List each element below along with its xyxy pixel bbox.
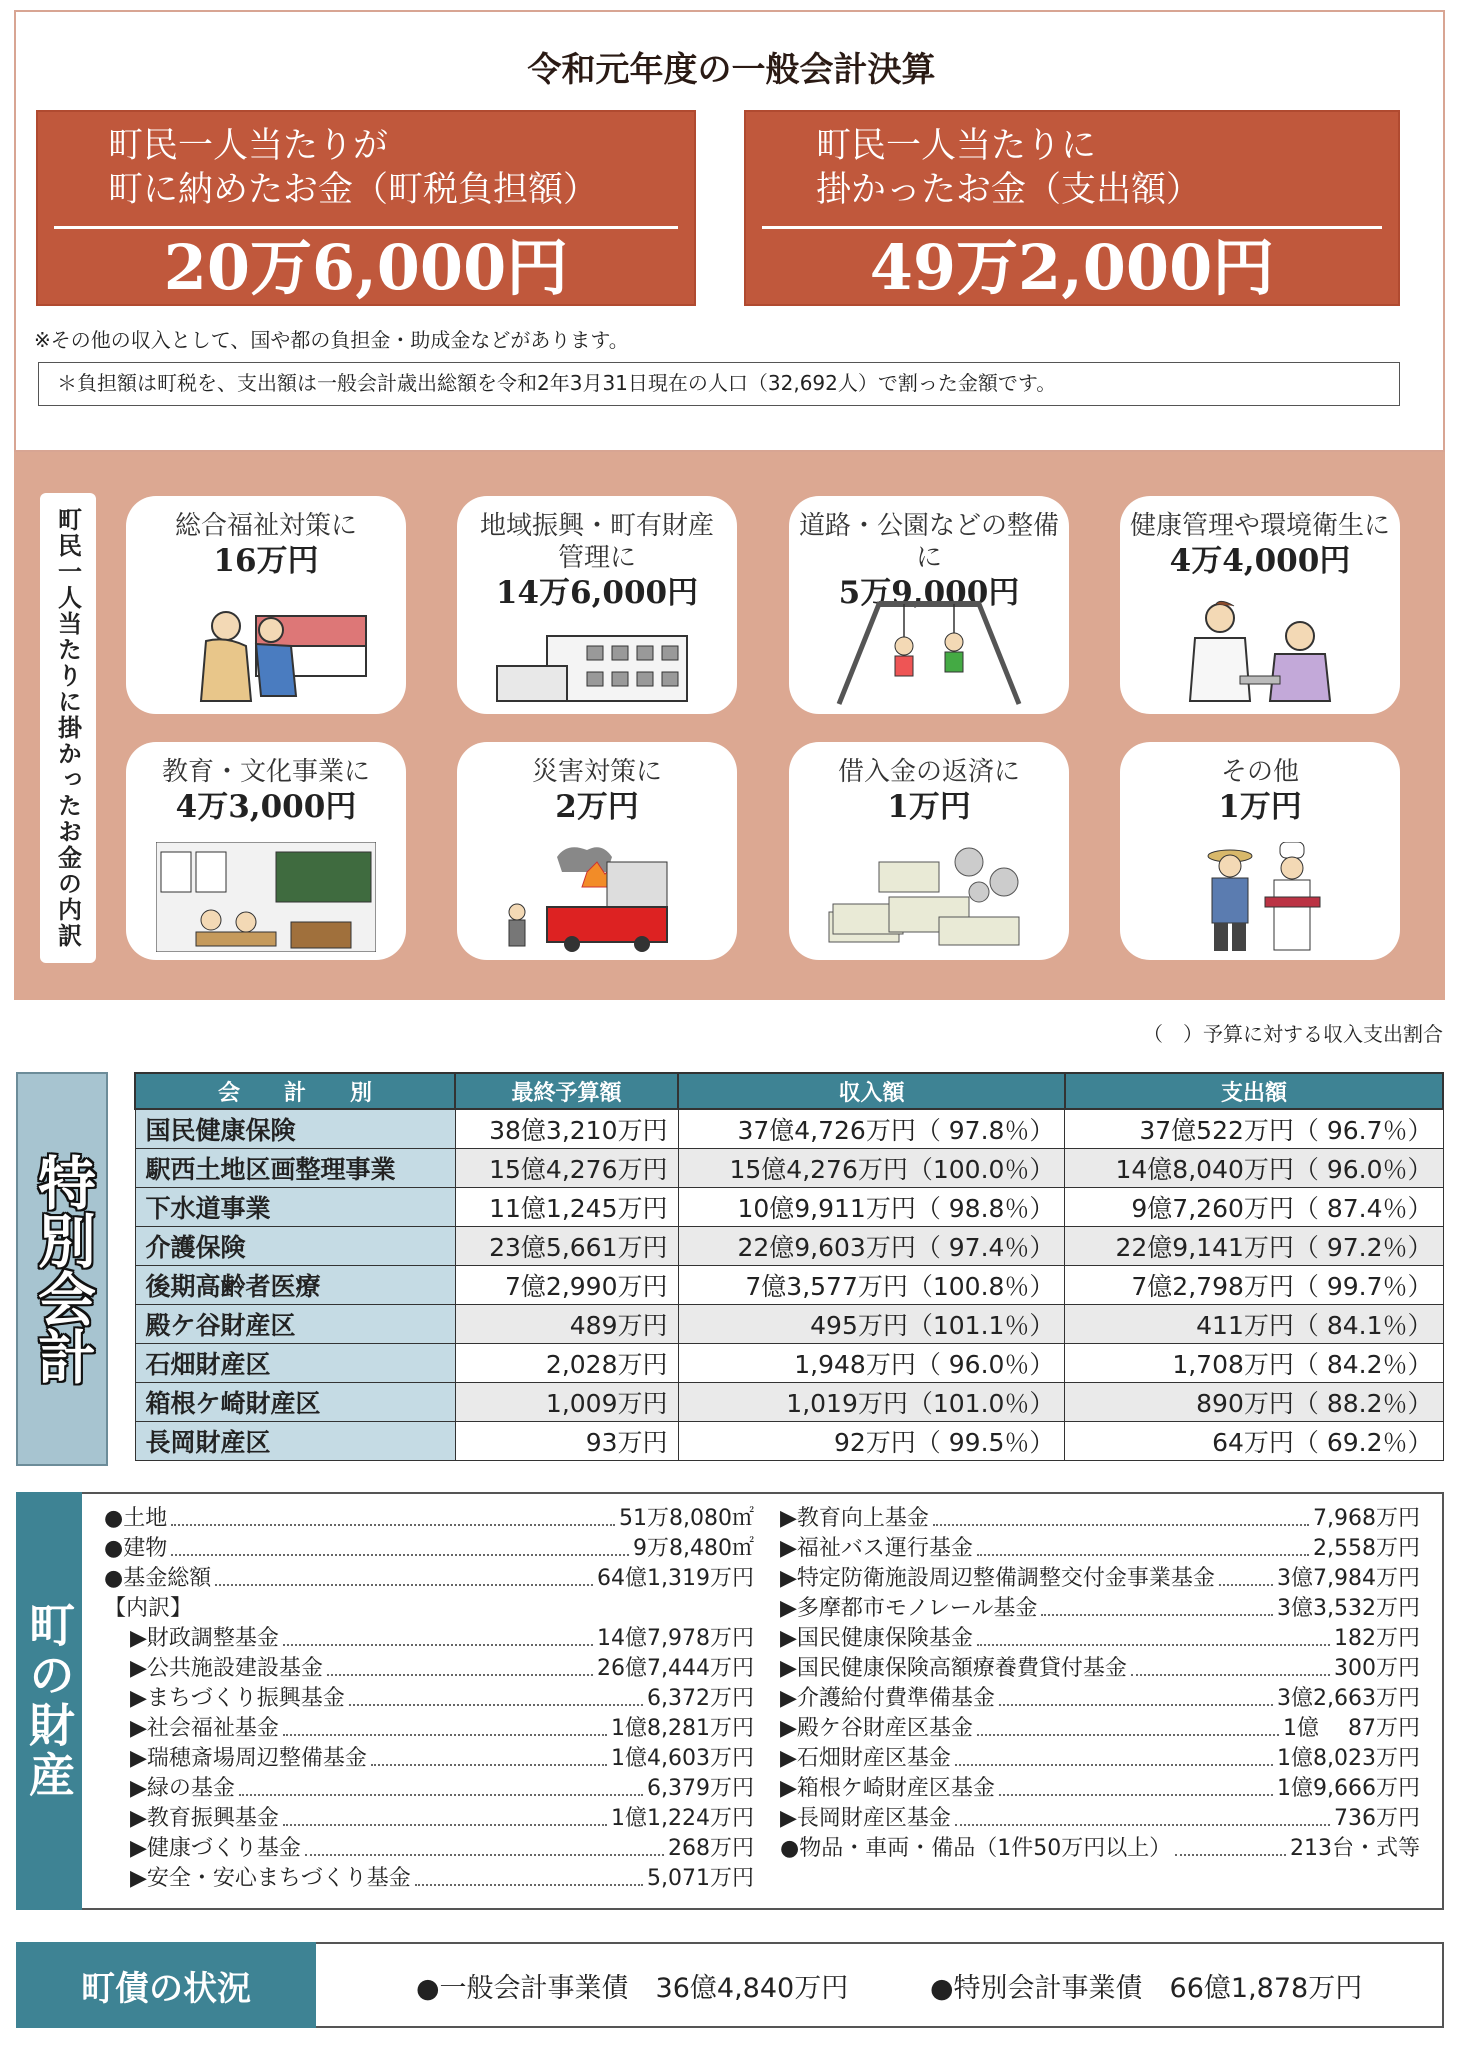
cell-budget: 7億2,990万円 xyxy=(455,1265,678,1304)
table-row xyxy=(135,1109,1443,1148)
leader-dots xyxy=(999,1794,1273,1796)
special-accounts-table xyxy=(134,1072,1444,1461)
debt-special: ●特別会計事業債 66億1,878万円 xyxy=(930,1973,1363,2004)
leader-dots xyxy=(955,1824,1330,1826)
cell-budget: 93万円 xyxy=(455,1421,678,1460)
expenditure-line1: 町民一人当たりに xyxy=(816,126,1097,166)
item-value: 6,379万円 xyxy=(647,1776,754,1801)
header-revenue: 収入額 xyxy=(678,1073,1065,1109)
leader-dots xyxy=(955,1764,1273,1766)
property-list-left xyxy=(104,1504,754,1894)
cell-revenue: 1,948万円（ 96.0％） xyxy=(678,1343,1065,1382)
item-value: 2,558万円 xyxy=(1313,1536,1420,1561)
list-item xyxy=(104,1714,754,1744)
leader-dots xyxy=(999,1704,1273,1706)
list-item xyxy=(780,1804,1420,1834)
firetruck-illustration xyxy=(487,842,707,952)
item-name: ▶多摩都市モノレール基金 xyxy=(780,1596,1038,1621)
item-value: 3億2,663万円 xyxy=(1277,1686,1420,1711)
item-name: ▶国民健康保険高額療養費貸付基金 xyxy=(780,1656,1127,1681)
breakdown-label: 町民一人当たりに掛かったお金の内訳 xyxy=(40,493,96,963)
leader-dots xyxy=(977,1644,1330,1646)
cell-expenditure: 7億2,798万円（ 99.7％） xyxy=(1065,1265,1443,1304)
swing-illustration xyxy=(819,596,1039,706)
table-row xyxy=(135,1226,1443,1265)
property-list-right xyxy=(780,1504,1420,1864)
item-value: 14億7,978万円 xyxy=(597,1626,754,1651)
cell-revenue: 495万円（101.1％） xyxy=(678,1304,1065,1343)
cell-revenue: 22億9,603万円（ 97.4％） xyxy=(678,1226,1065,1265)
card-label: 地域振興・町有財産管理に xyxy=(479,511,714,573)
leader-dots xyxy=(283,1734,607,1736)
leader-dots xyxy=(977,1554,1309,1556)
header-account: 会 計 別 xyxy=(135,1073,455,1109)
list-item xyxy=(104,1624,754,1654)
card-label: 借入金の返済に xyxy=(837,757,1020,787)
leader-dots xyxy=(1175,1854,1286,1856)
list-item xyxy=(104,1534,754,1564)
card-label: 健康管理や環境衛生に xyxy=(1129,511,1390,541)
cell-revenue: 7億3,577万円（100.8％） xyxy=(678,1265,1065,1304)
list-item xyxy=(780,1654,1420,1684)
breakdown-card-education xyxy=(126,742,406,960)
item-name: ▶社会福祉基金 xyxy=(130,1716,279,1741)
cell-account: 箱根ケ崎財産区 xyxy=(135,1382,455,1421)
item-name: ▶緑の基金 xyxy=(130,1776,235,1801)
card-amount: 1万円 xyxy=(1218,789,1302,825)
classroom-illustration xyxy=(156,842,376,952)
cell-revenue: 10億9,911万円（ 98.8％） xyxy=(678,1187,1065,1226)
cell-budget: 1,009万円 xyxy=(455,1382,678,1421)
card-label: 教育・文化事業に xyxy=(161,757,370,787)
card-label: その他 xyxy=(1220,757,1299,787)
table-row xyxy=(135,1148,1443,1187)
card-amount: 1万円 xyxy=(887,789,971,825)
item-value: 7,968万円 xyxy=(1313,1506,1420,1531)
list-item xyxy=(104,1594,754,1624)
item-value: 1億8,281万円 xyxy=(611,1716,754,1741)
item-value: 51万8,080㎡ xyxy=(619,1506,754,1531)
cell-revenue: 1,019万円（101.0％） xyxy=(678,1382,1065,1421)
item-value: 5,071万円 xyxy=(647,1866,754,1891)
item-value: 3億7,984万円 xyxy=(1277,1566,1420,1591)
list-item xyxy=(104,1864,754,1894)
list-item xyxy=(780,1744,1420,1774)
card-amount: 5万9,000円 xyxy=(838,575,1020,611)
table-header-row xyxy=(135,1073,1443,1109)
item-name: ●建物 xyxy=(104,1536,168,1561)
cell-account: 下水道事業 xyxy=(135,1187,455,1226)
expenditure-amount: 49万2,000円 xyxy=(869,231,1275,304)
list-item xyxy=(104,1744,754,1774)
cell-account: 駅西土地区画整理事業 xyxy=(135,1148,455,1187)
item-name: ▶長岡財産区基金 xyxy=(780,1806,951,1831)
item-name: ▶国民健康保険基金 xyxy=(780,1626,973,1651)
item-value: 1億9,666万円 xyxy=(1277,1776,1420,1801)
item-value: 182万円 xyxy=(1334,1626,1420,1651)
item-name: ▶安全・安心まちづくり基金 xyxy=(130,1866,411,1891)
cell-expenditure: 22億9,141万円（ 97.2％） xyxy=(1065,1226,1443,1265)
cell-revenue: 37億4,726万円（ 97.8％） xyxy=(678,1109,1065,1148)
item-name: ▶教育振興基金 xyxy=(130,1806,279,1831)
list-item xyxy=(780,1594,1420,1624)
item-value: 1億4,603万円 xyxy=(611,1746,754,1771)
item-name: ▶箱根ケ崎財産区基金 xyxy=(780,1776,995,1801)
leader-dots xyxy=(977,1734,1279,1736)
item-name: ▶特定防衛施設周辺整備調整交付金事業基金 xyxy=(780,1566,1215,1591)
list-item xyxy=(780,1714,1420,1744)
item-value: 26億7,444万円 xyxy=(597,1656,754,1681)
card-amount: 4万3,000円 xyxy=(175,789,357,825)
cell-budget: 11億1,245万円 xyxy=(455,1187,678,1226)
list-item xyxy=(780,1624,1420,1654)
table-row xyxy=(135,1265,1443,1304)
leader-dots xyxy=(239,1794,643,1796)
expenditure-box xyxy=(744,110,1400,306)
card-amount: 4万4,000円 xyxy=(1169,543,1351,579)
item-name: ▶財政調整基金 xyxy=(130,1626,279,1651)
card-label: 道路・公園などの整備に xyxy=(798,511,1059,573)
breakdown-card-regional xyxy=(457,496,737,714)
list-item xyxy=(104,1654,754,1684)
cell-budget: 38億3,210万円 xyxy=(455,1109,678,1148)
leader-dots xyxy=(327,1674,593,1676)
cell-revenue: 15億4,276万円（100.0％） xyxy=(678,1148,1065,1187)
card-amount: 2万円 xyxy=(555,789,639,825)
list-item xyxy=(780,1504,1420,1534)
leader-dots xyxy=(933,1524,1309,1526)
leader-dots xyxy=(1219,1584,1273,1586)
cell-account: 殿ケ谷財産区 xyxy=(135,1304,455,1343)
cell-account: 介護保険 xyxy=(135,1226,455,1265)
list-item xyxy=(104,1564,754,1594)
item-name: ▶健康づくり基金 xyxy=(130,1836,301,1861)
item-value: 213台・式等 xyxy=(1290,1836,1420,1861)
leader-dots xyxy=(283,1824,607,1826)
breakdown-card-other xyxy=(1120,742,1400,960)
header-budget: 最終予算額 xyxy=(455,1073,678,1109)
list-item xyxy=(104,1804,754,1834)
welfare-illustration xyxy=(156,596,376,706)
item-value: 736万円 xyxy=(1334,1806,1420,1831)
list-item xyxy=(780,1564,1420,1594)
item-value: 3億3,532万円 xyxy=(1277,1596,1420,1621)
breakdown-card-debt-repay xyxy=(789,742,1069,960)
list-item xyxy=(104,1774,754,1804)
item-name: ▶福祉バス運行基金 xyxy=(780,1536,973,1561)
item-value: 300万円 xyxy=(1334,1656,1420,1681)
burden-box xyxy=(36,110,696,306)
cell-account: 後期高齢者医療 xyxy=(135,1265,455,1304)
cell-expenditure: 411万円（ 84.1％） xyxy=(1065,1304,1443,1343)
cell-expenditure: 37億522万円（ 96.7％） xyxy=(1065,1109,1443,1148)
cell-expenditure: 890万円（ 88.2％） xyxy=(1065,1382,1443,1421)
leader-dots xyxy=(171,1554,629,1556)
card-label: 総合福祉対策に xyxy=(174,511,357,541)
card-amount: 14万6,000円 xyxy=(495,575,699,611)
breakdown-card-welfare xyxy=(126,496,406,714)
cell-budget: 2,028万円 xyxy=(455,1343,678,1382)
list-item xyxy=(104,1504,754,1534)
cell-expenditure: 14億8,040万円（ 96.0％） xyxy=(1065,1148,1443,1187)
item-value: 268万円 xyxy=(668,1836,754,1861)
table-row xyxy=(135,1187,1443,1226)
health-checkup-illustration xyxy=(1150,596,1370,706)
leader-dots xyxy=(305,1854,664,1856)
item-value: 9万8,480㎡ xyxy=(633,1536,754,1561)
cell-budget: 15億4,276万円 xyxy=(455,1148,678,1187)
property-label: 町の財産 xyxy=(16,1492,82,1910)
debt-general: ●一般会計事業債 36億4,840万円 xyxy=(416,1973,849,2004)
cell-budget: 23億5,661万円 xyxy=(455,1226,678,1265)
leader-dots xyxy=(215,1584,593,1586)
item-name: ▶教育向上基金 xyxy=(780,1506,929,1531)
table-note: （ ）予算に対する収入支出割合 xyxy=(1143,1022,1443,1046)
card-amount: 16万円 xyxy=(213,543,319,579)
list-item xyxy=(104,1834,754,1864)
table-row xyxy=(135,1421,1443,1460)
item-name: ●基金総額 xyxy=(104,1566,212,1591)
money-illustration xyxy=(819,842,1039,952)
breakdown-card-roads xyxy=(789,496,1069,714)
table-row xyxy=(135,1382,1443,1421)
special-accounts-label: 特別会計 xyxy=(16,1072,108,1466)
leader-dots xyxy=(349,1704,643,1706)
leader-dots xyxy=(1131,1674,1330,1676)
cell-expenditure: 64万円（ 69.2％） xyxy=(1065,1421,1443,1460)
expenditure-line2: 掛かったお金（支出額） xyxy=(816,170,1202,210)
burden-line1: 町民一人当たりが xyxy=(108,126,389,166)
item-name: ▶瑞穂斎場周辺整備基金 xyxy=(130,1746,367,1771)
item-value: 1億 87万円 xyxy=(1283,1716,1420,1741)
note-other-income: ※その他の収入として、国や都の負担金・助成金などがあります。 xyxy=(34,328,629,352)
burden-amount: 20万6,000円 xyxy=(163,231,569,304)
cell-account: 国民健康保険 xyxy=(135,1109,455,1148)
building-illustration xyxy=(487,626,707,706)
item-name: ●物品・車両・備品（1件50万円以上） xyxy=(780,1836,1172,1861)
burden-line2: 町に納めたお金（町税負担額） xyxy=(108,170,599,210)
cell-expenditure: 1,708万円（ 84.2％） xyxy=(1065,1343,1443,1382)
farmer-cook-illustration xyxy=(1150,842,1370,952)
leader-dots xyxy=(283,1644,593,1646)
table-row xyxy=(135,1304,1443,1343)
item-value: 64億1,319万円 xyxy=(597,1566,754,1591)
item-name: ▶介護給付費準備基金 xyxy=(780,1686,995,1711)
breakdown-card-health xyxy=(1120,496,1400,714)
header-expenditure: 支出額 xyxy=(1065,1073,1443,1109)
list-item xyxy=(104,1684,754,1714)
cell-account: 石畑財産区 xyxy=(135,1343,455,1382)
debt-label: 町債の状況 xyxy=(16,1942,316,2028)
leader-dots xyxy=(371,1764,607,1766)
item-name: ▶公共施設建設基金 xyxy=(130,1656,323,1681)
item-value: 6,372万円 xyxy=(647,1686,754,1711)
item-value: 1億1,224万円 xyxy=(611,1806,754,1831)
cell-expenditure: 9億7,260万円（ 87.4％） xyxy=(1065,1187,1443,1226)
card-label: 災害対策に xyxy=(531,757,662,787)
leader-dots xyxy=(415,1884,643,1886)
item-value: 1億8,023万円 xyxy=(1277,1746,1420,1771)
item-name: ▶殿ケ谷財産区基金 xyxy=(780,1716,973,1741)
list-item xyxy=(780,1684,1420,1714)
page-title: 令和元年度の一般会計決算 xyxy=(527,50,936,90)
list-item xyxy=(780,1774,1420,1804)
leader-dots xyxy=(171,1524,615,1526)
item-name: ▶石畑財産区基金 xyxy=(780,1746,951,1771)
cell-budget: 489万円 xyxy=(455,1304,678,1343)
item-name: ●土地 xyxy=(104,1506,168,1531)
item-name: ▶まちづくり振興基金 xyxy=(130,1686,345,1711)
note-calculation: ＊負担額は町税を、支出額は一般会計歳出総額を令和2年3月31日現在の人口（32,692人）で割った金額です。 xyxy=(38,362,1400,406)
leader-dots xyxy=(1041,1614,1273,1616)
list-item xyxy=(780,1834,1420,1864)
breakdown-card-disaster xyxy=(457,742,737,960)
cell-revenue: 92万円（ 99.5％） xyxy=(678,1421,1065,1460)
item-name: 【内訳】 xyxy=(104,1596,193,1621)
table-row xyxy=(135,1343,1443,1382)
cell-account: 長岡財産区 xyxy=(135,1421,455,1460)
list-item xyxy=(780,1534,1420,1564)
